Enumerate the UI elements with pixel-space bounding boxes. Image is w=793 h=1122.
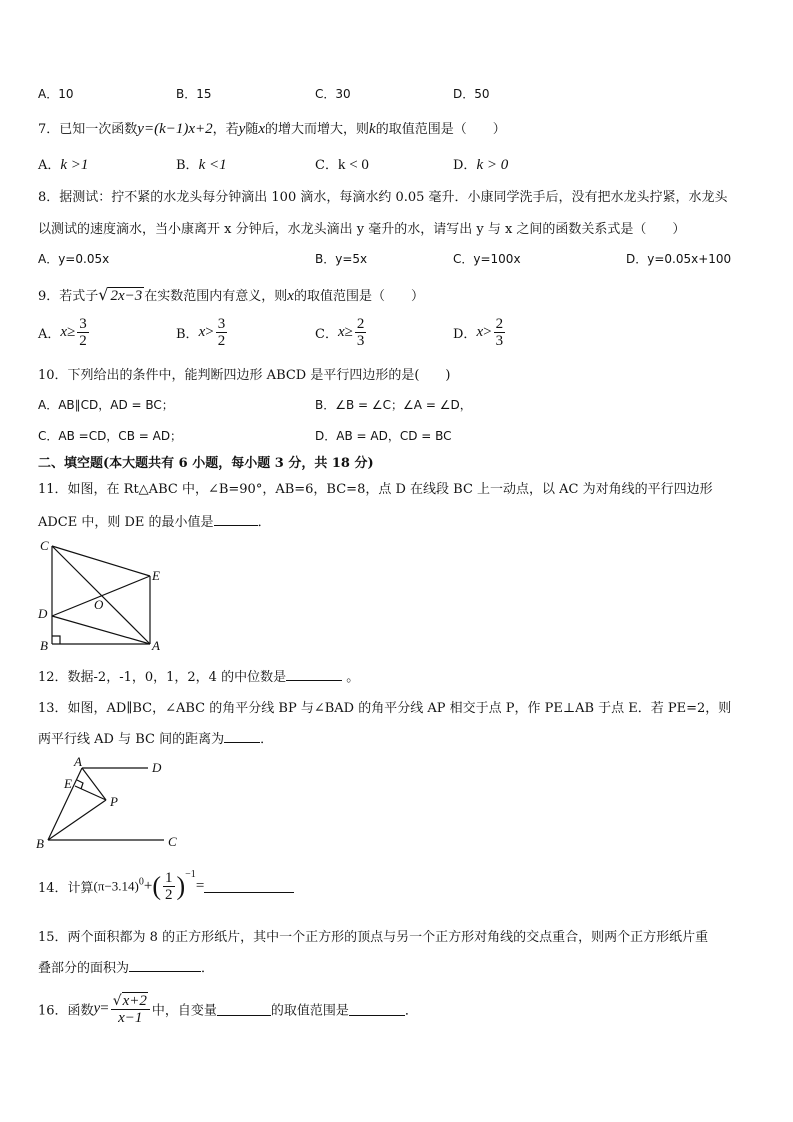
q7-option-b: B．k <1: [176, 157, 227, 173]
q9-option-c: C．x≥ $\frac{2}{3}$: [315, 316, 365, 349]
q15-stem-line1: 15．两个面积都为 8 的正方形纸片，其中一个正方形的顶点与另一个正方形对角线的交点重合，则两个正方形纸片重: [38, 930, 709, 945]
q9-radicand: 2x−3: [110, 288, 143, 304]
q11-label-d: D: [38, 606, 48, 621]
q15-stem-line2: 叠部分的面积为 ．: [38, 961, 215, 976]
q11-figure: [36, 536, 172, 654]
q8-option-a: A．y=0.05x: [38, 252, 110, 266]
q10-stem: 10．下列给出的条件中，能判断四边形 ABCD 是平行四边形的是( ): [38, 368, 451, 383]
q7-option-c: C．k < 0: [315, 157, 369, 173]
q14-stem: 14．计算$(\pi-3.14)^0+$( $\frac{1}{2}$ )$^{-1}$=: [38, 870, 294, 903]
q13-figure: [34, 756, 194, 852]
q8-stem-line2: 以测试的速度滴水，当小康离开 x 分钟后，水龙头滴出 y 毫升的水，请写出 y 与 x 之间的函数关系式是（ ）: [38, 222, 686, 237]
q11-stem-line1: 11．如图，在 Rt△ABC 中，∠B=90°，AB=6，BC=8，点 D 在线段 BC 上一动点，以 AC 为对角线的平行四边形: [38, 482, 713, 497]
q7-option-d: D．k > 0: [453, 157, 509, 173]
q13-label-a: A: [74, 756, 82, 769]
q8-stem-line1: 8．据测试：拧不紧的水龙头每分钟滴出 100 滴水，每滴水约 0.05 毫升．小康同学洗手后，没有把水龙头拧紧，水龙头: [38, 190, 728, 205]
q9-option-a: A．x≥ $\frac{3}{2}$: [38, 316, 87, 349]
q16-stem: 16．函数y= $\frac{√x+2}{x-1}$ 中，自变量 的取值范围是 ．: [38, 993, 418, 1026]
q15-answer-blank[interactable]: [129, 959, 201, 972]
q13-label-p: P: [110, 794, 118, 809]
q6-option-b: B．15: [176, 87, 212, 101]
q13-label-c: C: [168, 834, 177, 849]
q11-answer-blank[interactable]: [214, 513, 258, 526]
q6-option-c: C．30: [315, 87, 351, 101]
q10-option-b: B．∠B = ∠C；∠A = ∠D，: [315, 398, 472, 412]
q6-option-d: D．50: [453, 87, 490, 101]
q9-option-b: B．x> $\frac{3}{2}$: [176, 316, 226, 349]
q10-option-c: C．AB =CD，CB = AD；: [38, 429, 183, 443]
section-heading: 二、填空题(本大题共有 6 小题，每小题 3 分，共 18 分): [38, 456, 374, 471]
q8-option-b: B．y=5x: [315, 252, 368, 266]
q9-option-d: D．x> $\frac{2}{3}$: [453, 316, 504, 349]
q16-blank-range[interactable]: [349, 1003, 405, 1016]
q12-stem: 12．数据-2，-1，0，1，2，4 的中位数是 。: [38, 670, 360, 685]
q11-label-b: B: [40, 638, 48, 653]
q8-option-c: C．y=100x: [453, 252, 521, 266]
q13-answer-blank[interactable]: [224, 730, 260, 743]
q13-label-b: B: [36, 836, 44, 851]
q11-stem-line2: ADCE 中，则 DE 的最小值是 ．: [38, 515, 271, 530]
q10-option-d: D．AB = AD，CD = BC: [315, 429, 452, 443]
q11-label-a: A: [152, 638, 160, 653]
q12-answer-blank[interactable]: [286, 668, 342, 681]
q7-option-a: A．k >1: [38, 157, 89, 173]
q7-stem: 7．已知一次函数y=(k−1)x+2，若y随x的增大而增大，则k的取值范围是（ ）: [38, 121, 506, 137]
q13-label-d: D: [152, 760, 162, 775]
q9-stem: 9．若式子√ 2x−3 在实数范围内有意义，则x的取值范围是（ ）: [38, 285, 424, 304]
q13-label-e: E: [64, 776, 72, 791]
q11-label-o: O: [94, 597, 104, 612]
q13-stem-line2: 两平行线 AD 与 BC 间的距离为 ．: [38, 732, 274, 747]
q8-option-d: D．y=0.05x+100: [626, 252, 732, 266]
q11-label-e: E: [152, 568, 160, 583]
q16-blank-variable[interactable]: [217, 1003, 271, 1016]
q13-stem-line1: 13．如图，AD∥BC，∠ABC 的角平分线 BP 与∠BAD 的角平分线 AP 相交于点 P，作 PE⊥AB 于点 E．若 PE=2，则: [38, 701, 732, 716]
q6-option-a: A．10: [38, 87, 74, 101]
q11-label-c: C: [40, 538, 49, 553]
q10-option-a: A．AB∥CD，AD = BC；: [38, 398, 174, 412]
q14-answer-blank[interactable]: [204, 880, 294, 893]
